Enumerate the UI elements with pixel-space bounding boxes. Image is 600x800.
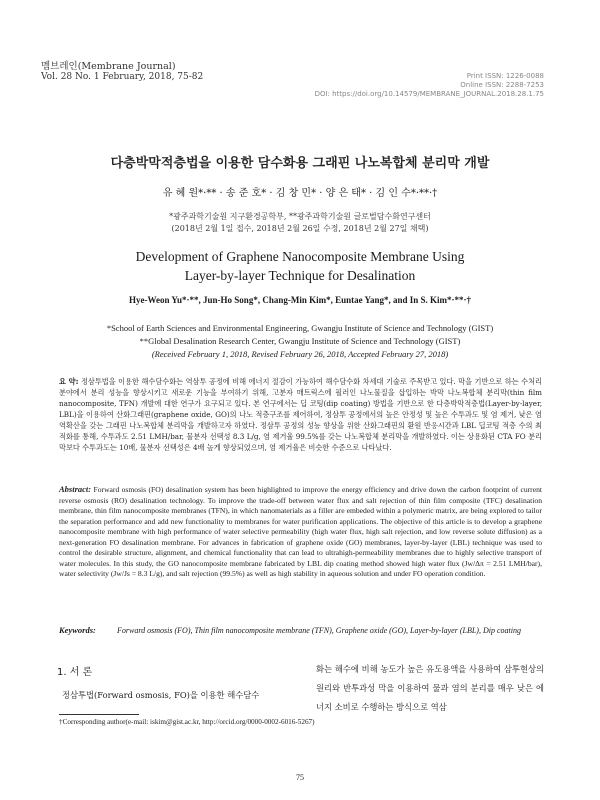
english-authors: Hye-Weon Yu*·**, Jun-Ho Song*, Chang-Min Kim*, Euntae Yang*, and In S. Kim*·**·† xyxy=(128,295,472,305)
english-abstract xyxy=(59,484,542,580)
online-issn: Online ISSN: 2288-7253 xyxy=(460,81,544,89)
korean-received-dates: (2018년 2월 1일 접수, 2018년 2월 26일 수정, 2018년 2월 27일 채택) xyxy=(171,224,429,233)
footnote-divider xyxy=(59,714,139,715)
korean-affiliation: *광주과학기술원 지구환경공학부, **광주과학기술원 글로벌담수화연구센터 xyxy=(169,212,431,221)
korean-abstract-label: 요 약: xyxy=(59,377,79,386)
english-received-dates: (Received February 1, 2018, Revised February 26, 2018, Accepted February 27, 2018) xyxy=(151,349,449,359)
print-issn: Print ISSN: 1226-0088 xyxy=(466,72,544,80)
korean-abstract xyxy=(59,376,542,453)
doi-link[interactable]: DOI: https://doi.org/10.14579/MEMBRANE_JOURNAL.2018.28.1.75 xyxy=(314,90,544,98)
english-abstract-label: Abstract: xyxy=(59,484,92,494)
english-title xyxy=(0,247,600,285)
korean-title: 다층박막적층법을 이용한 담수화용 그래핀 나노복합체 분리막 개발 xyxy=(110,156,490,171)
english-affiliation-1: *School of Earth Sciences and Environmental Engineering, Gwangju Institute of Science and Technology (GIST) xyxy=(106,323,494,333)
korean-abstract-text: 정삼투법을 이용한 해수담수화는 역삼투 공정에 비해 에너지 절감이 가능하여 해수담수화 차세대 기술로 주목받고 있다. 막을 기반으로 하는 수처리 분야에서 분리 성능을 향상시키고 새로운 기능을 부여하기 위해, 고분자 매트릭스에 필러인 나노물질을 삽입하는 박막 나노복합체 분리막(thin film nanocomposite, TFN) 개발에 대한 연구가 요구되고 있다. 본 연구에서는 딥 코팅(dip coating) 방법을 기반으로 한 다층박막적층법(Layer-by-layer, LBL)을 이용하여 산화그래핀(graphene oxide, GO)의 나노 적층구조를 제어하여, 정삼투 공정에서의 높은 안정성 및 높은 수투과도 및 염 제거, 낮은 염 역확산을 갖는 그래핀 나노복합체 분리막을 개발하고자 하였다. 정삼투 공정의 성능 향상을 위한 산화그래핀의 환원 반응시간과 LBL 딥코팅 적층 수의 최적화를 통해, 수투과도 2.51 LMH/bar, 물분자 선택성 8.3 L/g, 염 제거율 99.5%를 갖는 나노복합체 분리막을 개발하였다. 이는 상용화된 CTA FO 분리막보다 수투과도는 10배, 물분자 선택성은 4배 높게 향상되었으며, 염 제거율은 비슷한 수준으로 나타났다. xyxy=(59,377,542,452)
korean-authors: 유 혜 원*·** · 송 준 호* · 김 창 민* · 양 은 태* · 김 인 수*·**·† xyxy=(162,188,438,199)
corresponding-author-footnote: †Corresponding author(e-mail: iskim@gist.ac.kr, http://orcid.org/0000-0002-6016-5267) xyxy=(59,718,315,726)
issn-block xyxy=(315,72,544,99)
keywords-text: Forward osmosis (FO), Thin film nanocomposite membrane (TFN), Graphene oxide (GO), Layer-by-layer (LBL), Dip coating xyxy=(117,626,521,635)
english-affiliation-2: **Global Desalination Research Center, Gwangju Institute of Science and Technology (GIST) xyxy=(139,336,461,346)
english-abstract-text: Forward osmosis (FO) desalination system has been highlighted to improve the energy efficiency and drive down the carbon footprint of current reverse osmosis (RO) desalination technology. To improve the trade-off between water flux and salt rejection of thin film composite (TFC) desalination membrane, thin film nanocomposite membranes (TFN), in which nanomaterials as a filler are embeded within a polymeric matrix, are being explored to tailor the separation performance and add new functionality to membranes for water purification applications. The objective of this article is to develop a graphene nanocomposite membrane with high performance of water selective permeability (high water flux, high salt rejection, and low reverse solute diffusion) as a next-generation FO desalination membrane. For advances in fabrication of graphene oxide (GO) membranes, layer-by-layer (LBL) technique was used to control the desirable structure, alignment, and chemical functionality that can lead to ultrahigh-permeability membranes due to highly selective transport of water molecules. In this study, the GO nanocomposite membrane fabricated by LBL dip coating method showed high water flux (Jw/Δπ = 2.51 LMH/bar), water selectivity (Jw/Js = 8.3 L/g), and salt rejection (99.5%) as well as high stability in aqueous solution and under FO operation condition. xyxy=(59,485,542,578)
keywords-label: Keywords: xyxy=(59,625,96,635)
english-title-line-2: Layer-by-layer Technique for Desalination xyxy=(184,268,416,283)
journal-volume-info: Vol. 28 No. 1 February, 2018, 75-82 xyxy=(41,72,204,82)
keywords-block xyxy=(59,625,542,636)
english-title-line-1: Development of Graphene Nanocomposite Membrane Using xyxy=(135,249,465,264)
body-left-column: 정삼투법(Forward osmosis, FO)을 이용한 해수담수 xyxy=(62,690,260,700)
body-right-column: 화는 해수에 비해 농도가 높은 유도용액을 사용하여 삼투현상의 원리와 반투과성 막을 이용하여 물과 염의 분리를 매우 낮은 에너지 소비로 수행하는 방식으로 역삼 xyxy=(316,664,544,712)
journal-name: 멤브레인(Membrane Journal) xyxy=(41,61,176,72)
page-number: 75 xyxy=(296,773,304,782)
section-heading-introduction: 1. 서 론 xyxy=(57,667,93,678)
